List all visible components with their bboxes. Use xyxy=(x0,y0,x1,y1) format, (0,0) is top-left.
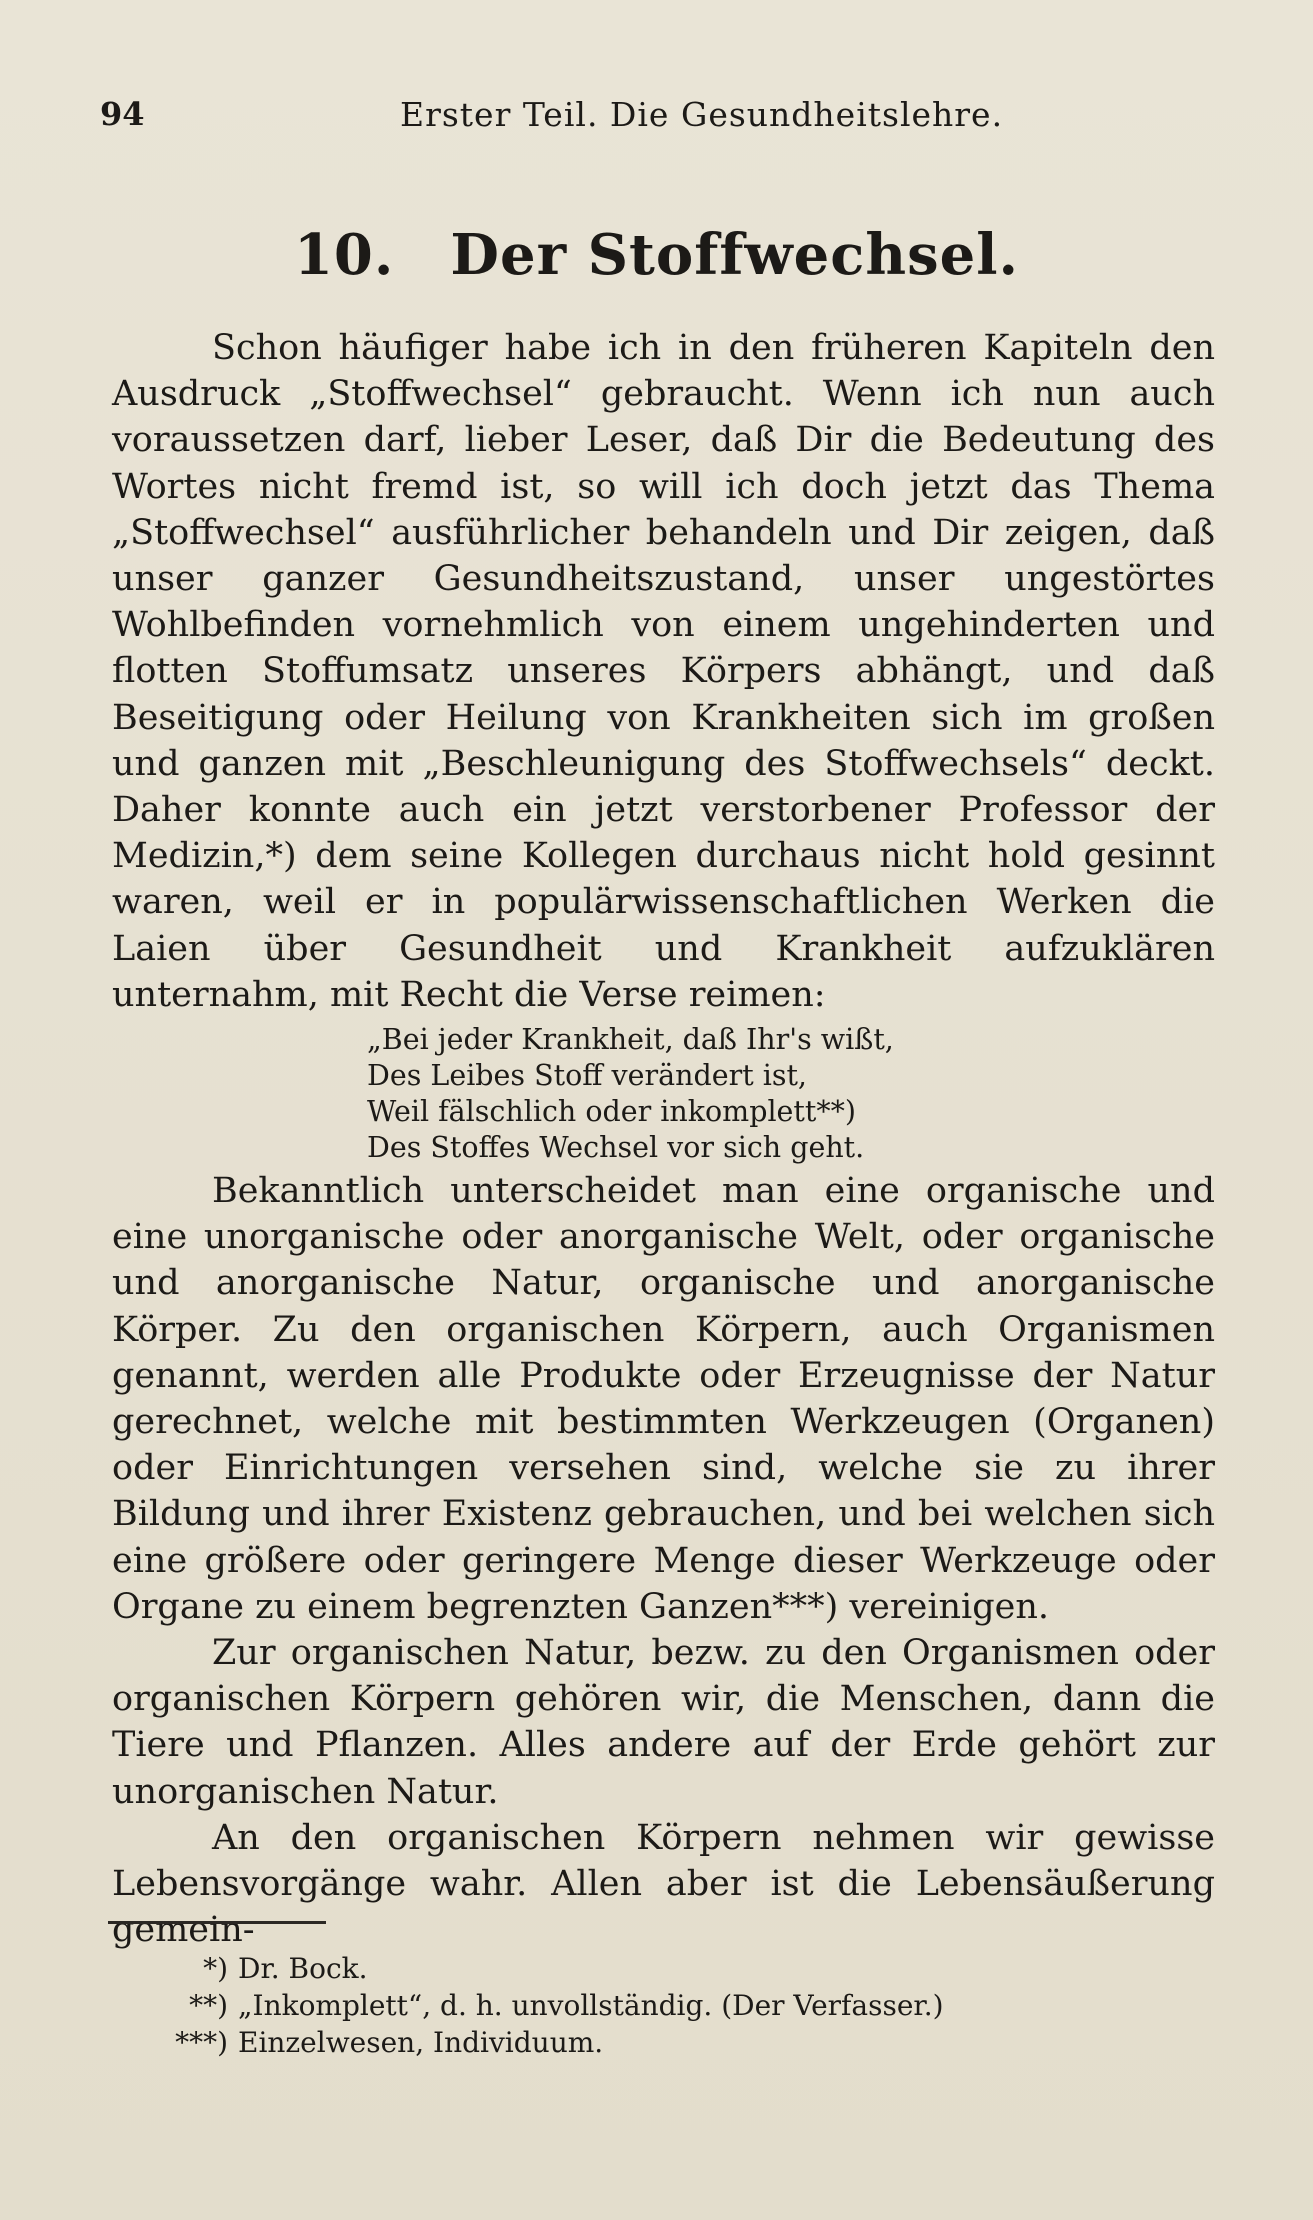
verse-line: Des Leibes Stoff verändert ist, xyxy=(367,1059,807,1093)
chapter-number: 10. xyxy=(293,222,395,288)
verse-quote xyxy=(367,1022,1215,1166)
footnote-mark: *) xyxy=(203,1952,228,1985)
footnote-text: Einzelwesen, Individuum. xyxy=(238,2026,604,2059)
footnote-text: „Inkomplett“, d. h. unvollständig. (Der Verfasser.) xyxy=(238,1989,944,2022)
footnote xyxy=(108,1987,1108,2024)
chapter-title: Der Stoffwechsel. xyxy=(450,222,1020,288)
verse-line: Des Stoffes Wechsel vor sich geht. xyxy=(367,1131,865,1165)
footnotes xyxy=(108,1950,1108,2061)
verse-line: „Bei jeder Krankheit, daß Ihr's wißt, xyxy=(367,1023,894,1057)
verse-line: Weil fälschlich oder inkomplett**) xyxy=(367,1095,856,1129)
footnote-mark: **) xyxy=(189,1989,228,2022)
running-title: Erster Teil. Die Gesundheitslehre. xyxy=(400,95,1004,134)
footnote-divider xyxy=(108,1921,326,1924)
body-text xyxy=(112,325,1215,1954)
chapter-heading xyxy=(0,222,1313,288)
paragraph-4: An den organischen Körpern nehmen wir gewisse Lebensvorgänge wahr. Allen aber ist die Lebensäußerung gemein- xyxy=(112,1817,1215,1951)
paragraph-1: Schon häufiger habe ich in den früheren Kapiteln den Ausdruck „Stoffwechsel“ gebraucht. Wenn ich nun auch voraussetzen darf, lieber Leser, daß Dir die Bedeutung des Wortes nicht fremd ist, so will ich doch jetzt das Thema „Stoffwechsel“ ausführlicher behandeln und Dir zeigen, daß unser ganzer Gesundheitszustand, unser ungestörtes Wohlbefinden vornehmlich von einem ungehinderten und flotten Stoffumsatz unseres Körpers abhängt, und daß Beseitigung oder Heilung von Krankheiten sich im großen und ganzen mit „Beschleunigung des Stoffwechsels“ deckt. Daher konnte auch ein jetzt verstorbener Professor der Medizin,*) dem seine Kollegen durchaus nicht hold gesinnt waren, weil er in populärwissenschaftlichen Werken die Laien über Gesundheit und Krankheit aufzuklären unternahm, mit Recht die Verse reimen: xyxy=(112,328,1215,1015)
paragraph-2: Bekanntlich unterscheidet man eine organische und eine unorganische oder anorganische Welt, oder organische und anorganische Natur, organische und anorganische Körper. Zu den organischen Körpern, auch Organismen genannt, werden alle Produkte oder Erzeugnisse der Natur gerechnet, welche mit bestimmten Werkzeugen (Organen) oder Einrichtungen versehen sind, welche sie zu ihrer Bildung und ihrer Existenz gebrauchen, und bei welchen sich eine größere oder geringere Menge dieser Werkzeuge oder Organe zu einem begrenzten Ganzen***) vereinigen. xyxy=(112,1171,1215,1627)
footnote xyxy=(108,2024,1108,2061)
page-number: 94 xyxy=(100,95,145,133)
footnote-mark: ***) xyxy=(175,2026,228,2059)
footnote xyxy=(108,1950,1108,1987)
paragraph-3: Zur organischen Natur, bezw. zu den Organismen oder organischen Körpern gehören wir, die Menschen, dann die Tiere und Pflanzen. Alles andere auf der Erde gehört zur unorganischen Natur. xyxy=(112,1633,1215,1812)
footnote-text: Dr. Bock. xyxy=(238,1952,368,1985)
running-header xyxy=(100,95,1215,145)
